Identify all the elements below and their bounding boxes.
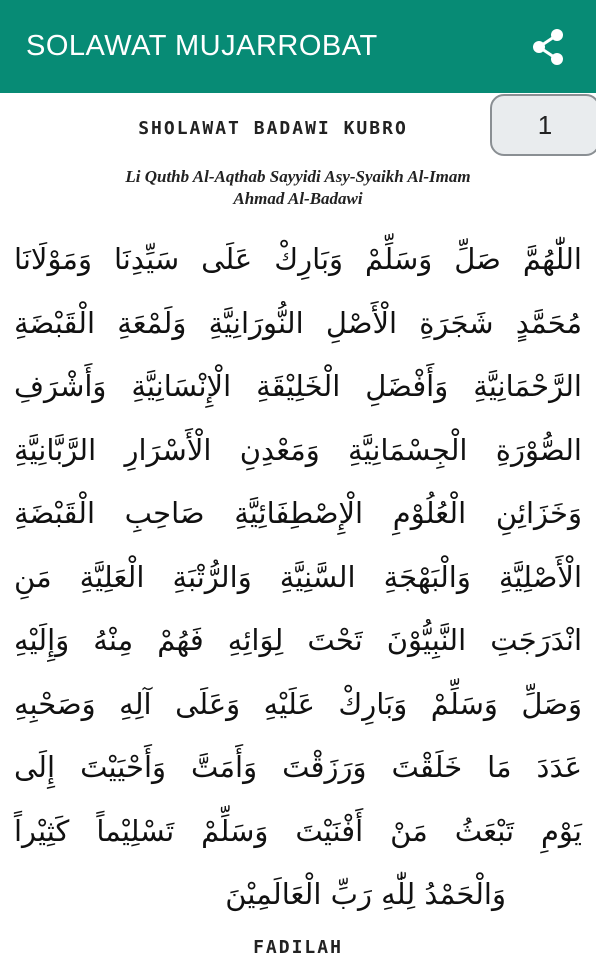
arabic-line: الرَّحْمَانِيَّةِ وَأَفْضَلِ الْخَلِيْقَةِ الْإِنْسَانِيَّةِ وَأَشْرَفِ: [14, 369, 582, 403]
arabic-line: عَدَدَ مَا خَلَقْتَ وَرَزَقْتَ وَأَمَتَّ وَأَحْيَيْتَ إِلَى: [14, 750, 582, 784]
arabic-line: انْدَرَجَتِ النَّبِيُّوْنَ تَحْتَ لِوَائِهِ فَهُمْ مِنْهُ وَإِلَيْهِ: [14, 623, 582, 657]
page-number-box[interactable]: [490, 94, 596, 156]
arabic-line: اللّٰهُمَّ صَلِّ وَسَلِّمْ وَبَارِكْ عَلَى سَيِّدِنَا وَمَوْلَانَا: [14, 242, 582, 276]
fadilah-heading: FADILAH: [253, 937, 343, 958]
subtitle-line-2: Ahmad Al-Badawi: [233, 189, 363, 208]
arabic-line: مُحَمَّدٍ شَجَرَةِ الْأَصْلِ النُّورَانِيَّةِ وَلَمْعَةِ الْقَبْضَةِ: [14, 305, 582, 340]
share-icon[interactable]: [528, 27, 568, 67]
arabic-text-block: [0, 228, 596, 927]
arabic-line: وَصَلِّ وَسَلِّمْ وَبَارِكْ عَلَيْهِ وَعَلَى آلِهِ وَصَحْبِهِ: [14, 686, 582, 721]
arabic-line: الْأَصْلِيَّةِ وَالْبَهْجَةِ السَّنِيَّةِ وَالرُّتْبَةِ الْعَلِيَّةِ مَنِ: [14, 559, 582, 594]
section-heading: SHOLAWAT BADAWI KUBRO: [138, 118, 408, 139]
page-number: 1: [537, 109, 553, 140]
app-title: SOLAWAT MUJARROBAT: [26, 30, 378, 62]
arabic-line: وَخَزَائِنِ الْعُلُوْمِ الْإِصْطِفَائِيَّةِ صَاحِبِ الْقَبْضَةِ: [14, 496, 582, 530]
arabic-line: يَوْمِ تَبْعَثُ مَنْ أَفْنَيْتَ وَسَلِّمْ تَسْلِيْماً كَثِيْراً: [14, 813, 582, 848]
subtitle: [60, 166, 536, 210]
subtitle-line-1: Li Quthb Al-Aqthab Sayyidi Asy-Syaikh Al-Imam: [125, 167, 471, 186]
arabic-line: الصُّوْرَةِ الْجِسْمَانِيَّةِ وَمَعْدِنِ الْأَسْرَارِ الرَّبَّانِيَّةِ: [14, 432, 582, 467]
app-bar: [0, 0, 596, 93]
arabic-line: وَالْحَمْدُ لِلّٰهِ رَبِّ الْعَالَمِيْنَ: [225, 877, 506, 911]
